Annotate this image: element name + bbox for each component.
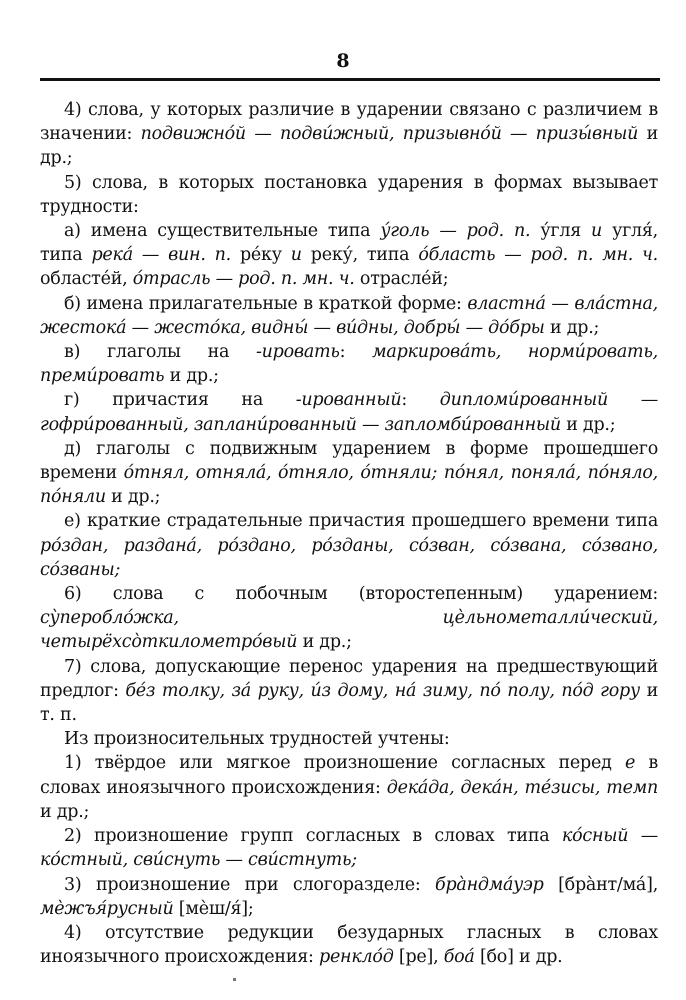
paragraph [40, 873, 658, 921]
paragraph [40, 751, 658, 824]
text-run: [ре], [393, 947, 444, 968]
text-run: и др.; [105, 487, 161, 508]
italic-run: о́тнял, отняла́, о́тняло, о́тняли; по́нял, поняла́, по́няло, по́няли [40, 463, 658, 508]
italic-run: боа́ [443, 947, 475, 968]
text-run: в словах иноязычного происхождения: [40, 753, 658, 798]
text-run: е) краткие страдательные причастия прошедшего времени типа [64, 511, 658, 532]
paragraph [40, 509, 658, 582]
italic-run: дипломи́рованный — гофри́рованный, заплани́рованный — запломби́рованный [40, 390, 658, 435]
text-run: и др.; [297, 632, 352, 653]
text-run: [бо] и др. [474, 947, 563, 968]
paragraph [40, 655, 658, 728]
text-run: б) имена прилагательные в краткой форме: [64, 293, 468, 314]
paragraph [40, 98, 658, 171]
text-run: ре́ку [230, 245, 291, 266]
paragraph [40, 292, 658, 340]
italic-run: ро́здан, раздана́, ро́здано, ро́зданы, со́зван, со́звана, со́звано, со́званы; [40, 535, 658, 580]
text-run: 4) слова, у которых различие в ударении связано с различием в значении: [40, 100, 658, 145]
italic-run: -ировать [256, 342, 340, 363]
italic-run: е [624, 753, 636, 774]
paragraph [40, 388, 658, 436]
italic-run: бе́з толку, за́ руку, и́з дому, на́ зиму, по́ полу, по́д гору [125, 680, 640, 701]
paragraph [40, 824, 658, 872]
italic-run: бра̀ндма́уэр [435, 874, 544, 895]
page-body [40, 98, 658, 969]
text-run: и т. п. [40, 680, 658, 726]
italic-run: ко́сный — ко́стный, сви́снуть — сви́стнуть; [40, 826, 658, 871]
text-run: и др.; [164, 366, 219, 387]
text-run: г) причастия на [64, 390, 296, 411]
italic-run: и [591, 221, 603, 242]
print-speck [233, 978, 236, 981]
italic-run: и [290, 245, 302, 266]
italic-run: подвижно́й — подви́жный, призывно́й — призы́вный [140, 124, 639, 145]
text-run: и др.; [544, 317, 600, 338]
page-number: 8 [336, 50, 350, 72]
text-run: 7) слова, допускающие перенос ударения на предшествующий предлог: [40, 656, 658, 701]
text-run: 6) слова с побочным (второстепенным) ударением: [64, 584, 658, 605]
text-run: Из произносительных трудностей учтены: [64, 729, 450, 750]
text-run: угля́, типа [40, 221, 658, 266]
text-run: 3) произношение при слогоразделе: [64, 874, 436, 895]
italic-run: дека́да, дека́н, те́зисы, темп [386, 777, 658, 798]
text-run: [мѐш/я́]; [173, 898, 254, 919]
text-run: : [401, 390, 440, 411]
italic-run: река́ — вин. п. [91, 245, 231, 266]
text-run: : [339, 342, 373, 363]
paragraph [40, 340, 658, 388]
text-run: реку́, типа [301, 245, 419, 266]
header-rule [40, 78, 660, 81]
text-run: областе́й, [40, 269, 133, 290]
paragraph [40, 727, 658, 751]
text-run: отрасле́й; [354, 269, 449, 290]
text-run: и др.; [40, 801, 90, 822]
italic-run: властна́ — вла́стна, жестока́ — жесто́ка, видны́ — ви́дны, добры́ — до́бры [40, 293, 658, 338]
paragraph [40, 219, 658, 292]
text-run: и др.; [560, 414, 616, 435]
text-run: д) глаголы с подвижным ударением в форме прошедшего времени [40, 438, 658, 484]
text-run: 5) слова, в которых постановка ударения в формах вызывает трудности: [40, 172, 658, 217]
text-run: 2) произношение групп согласных в словах типа [64, 826, 562, 847]
text-run: 1) твёрдое или мягкое произношение согласных перед [64, 753, 625, 774]
italic-run: о́трасль — род. п. мн. ч. [132, 269, 355, 290]
paragraph [40, 437, 658, 510]
text-run: [бра̀нт/ма́], [543, 874, 659, 895]
text-run: 4) отсутствие редукции безударных гласных в словах иноязычного происхождения: [40, 922, 658, 968]
paragraph [40, 921, 658, 969]
italic-run: -ированный [295, 390, 402, 411]
text-run: в) глаголы на [64, 342, 256, 363]
paragraph [40, 171, 658, 219]
italic-run: мѐжъя́русный [40, 898, 174, 919]
italic-run: у́голь — род. п. [380, 221, 531, 242]
text-run: а) имена существительные типа [64, 221, 381, 242]
text-run: у́гля [530, 221, 592, 242]
italic-run: ренкло́д [319, 947, 394, 968]
text-run: и др.; [40, 124, 659, 169]
italic-run: су̀пероблóжка, цѐльнометалли́ческий, четырёхсо̀ткилометро́вый [40, 608, 658, 653]
italic-run: маркирова́ть, норми́ровать, преми́ровать [40, 342, 658, 387]
italic-run: о́бласть — род. п. мн. ч. [418, 245, 658, 266]
paragraph [40, 582, 658, 655]
